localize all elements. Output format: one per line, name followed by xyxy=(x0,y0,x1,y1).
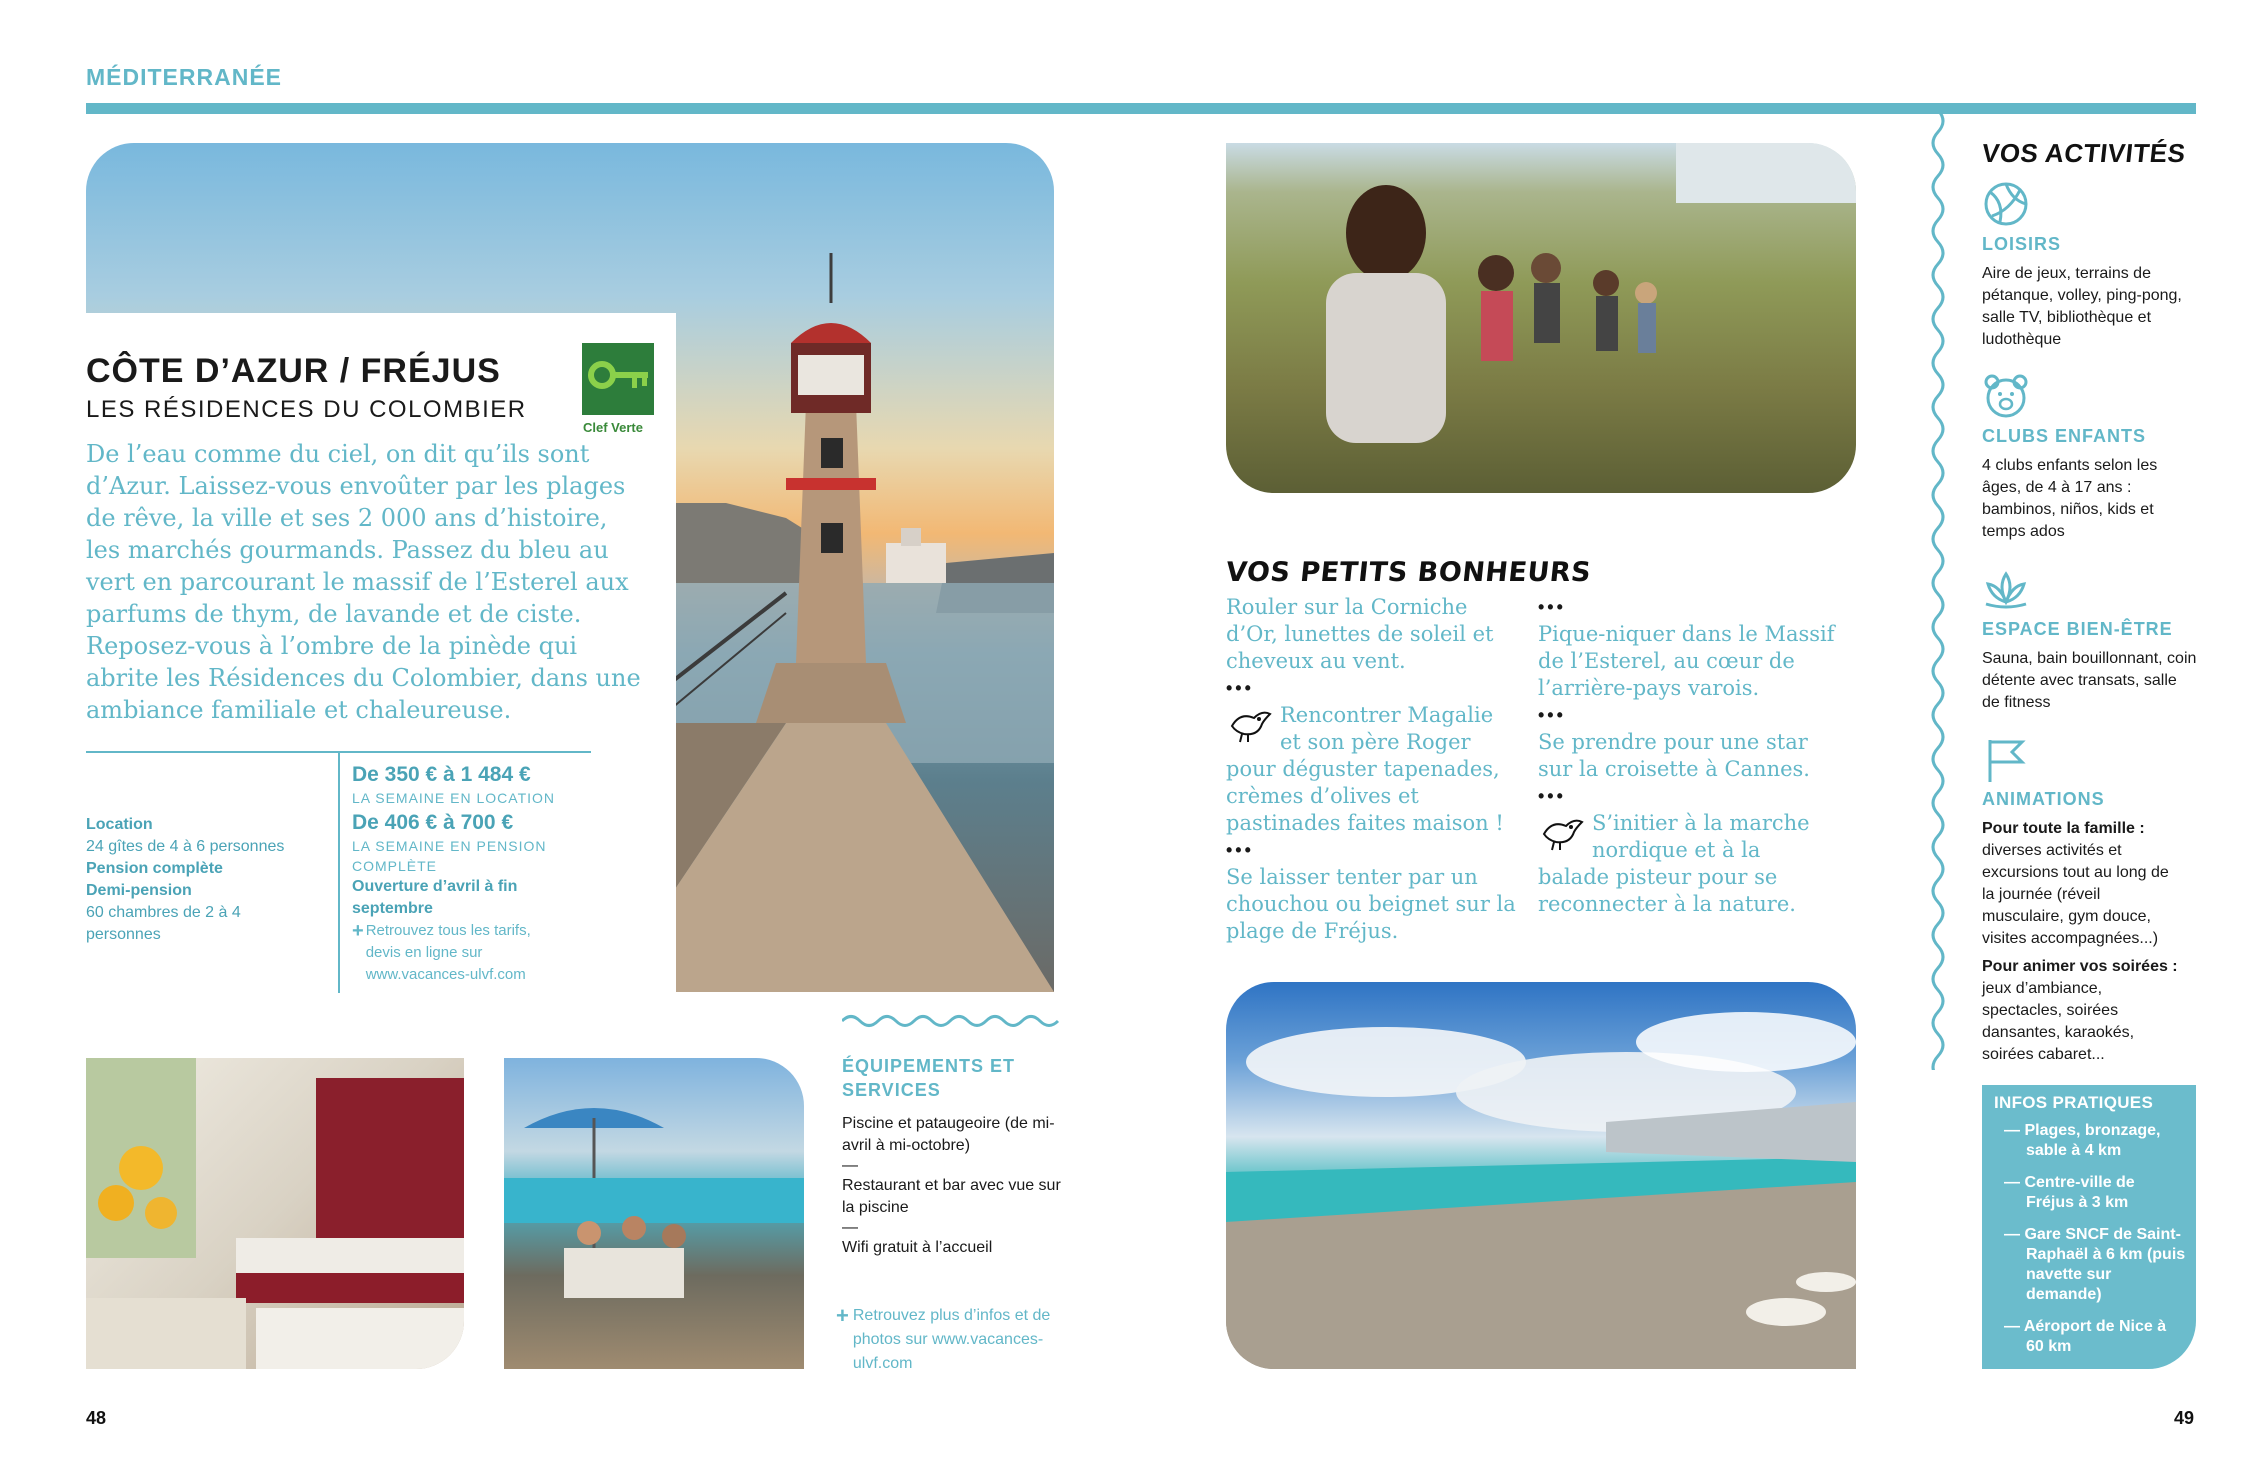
infos-link-text: Retrouvez plus d’infos et de photos sur www.vacances-ulvf.com xyxy=(852,1307,1051,1372)
bien-etre-text: Sauna, bain bouillonnant, coin détente avec transats, salle de fitness xyxy=(1982,650,2197,711)
separator: — xyxy=(842,1157,858,1174)
info-item: — Centre-ville de Fréjus à 3 km xyxy=(2004,1174,2135,1211)
bonheur-item: Se laisser tenter par un chouchou ou beignet sur la plage de Fréjus. xyxy=(1226,865,1516,943)
plus-icon: + xyxy=(836,1303,849,1328)
info-item: — Gare SNCF de Saint-Raphaël à 6 km (puis navette sur demande) xyxy=(2004,1226,2186,1303)
equipements-title: ÉQUIPEMENTS ET SERVICES xyxy=(842,1056,1016,1100)
hikers-photo xyxy=(1226,143,1856,493)
infos-link[interactable] xyxy=(836,1304,1086,1376)
bedroom-photo xyxy=(86,1058,464,1369)
location-label: Location xyxy=(86,816,153,833)
price-full-board: De 406 € à 700 € xyxy=(352,811,514,834)
dots-separator: ••• xyxy=(1538,786,1566,806)
intro-text: De l’eau comme du ciel, on dit qu’ils sont d’Azur. Laissez-vous envoûter par les plages de rêve, la ville et ses 2 000 ans d’histoire, les marchés gourmands. Passez du bleu au vert en parcourant le massif de l’Esterel aux parfums de thym, de lavande et de ciste. Reposez-vous à l’ombre de la pinède qui abrite les Résidences du Colombier, dans une ambiance familiale et chaleureuse. xyxy=(86,440,641,724)
infos-pratiques-box xyxy=(1982,1085,2196,1369)
clubs-heading: CLUBS ENFANTS xyxy=(1982,426,2147,446)
pension-label: Pension complète xyxy=(86,860,223,877)
petits-bonheurs-col-1 xyxy=(1226,594,1516,945)
info-item: — Aéroport de Nice à 60 km xyxy=(2004,1318,2167,1355)
header-rule xyxy=(86,103,2196,114)
teddy-bear-icon xyxy=(1982,372,2030,420)
bonheur-item: Pique-niquer dans le Massif de l’Esterel, au cœur de l’arrière-pays varois. xyxy=(1538,622,1835,700)
dots-separator: ••• xyxy=(1226,840,1254,860)
separator: — xyxy=(842,1219,858,1236)
animations-text xyxy=(1982,818,2197,1066)
vertical-wave-divider xyxy=(1926,110,1950,1070)
price-rental-note: LA SEMAINE EN LOCATION xyxy=(352,790,556,806)
dots-separator: ••• xyxy=(1538,705,1566,725)
page-subtitle: LES RÉSIDENCES DU COLOMBIER xyxy=(86,396,527,423)
bonheur-item: S’initier à la marche nordique et à la balade pisteur pour se reconnecter à la nature. xyxy=(1538,811,1810,916)
dots-separator: ••• xyxy=(1226,678,1254,698)
info-item: — Plages, bronzage, sable à 4 km xyxy=(2004,1122,2161,1159)
location-detail: 24 gîtes de 4 à 6 personnes xyxy=(86,838,285,855)
section-title: MÉDITERRANÉE xyxy=(86,64,283,90)
equipement-item: Piscine et pataugeoire (de mi-avril à mi-octobre) xyxy=(842,1115,1055,1154)
clef-verte-label: Clef Verte xyxy=(583,420,643,435)
accommodation-info xyxy=(86,814,336,946)
infos-pratiques-title: INFOS PRATIQUES xyxy=(1994,1093,2154,1112)
animations-soirees-text: jeux d’ambiance, spectacles, soirées dansantes, karaokés, soirées cabaret... xyxy=(1982,980,2135,1063)
bird-icon xyxy=(1226,702,1276,744)
animations-soirees-label: Pour animer vos soirées : xyxy=(1982,958,2178,975)
wave-divider xyxy=(842,1012,1060,1030)
bird-icon xyxy=(1538,810,1588,852)
flag-icon xyxy=(1982,736,2030,784)
activites-title: VOS ACTIVITÉS xyxy=(1980,138,2188,168)
page-number-left: 48 xyxy=(86,1408,107,1428)
clef-verte-logo xyxy=(582,343,654,415)
price-column xyxy=(352,762,592,986)
tarifs-link[interactable] xyxy=(352,920,582,986)
plus-icon: + xyxy=(352,920,364,942)
volleyball-icon xyxy=(1982,180,2030,228)
lotus-icon xyxy=(1982,566,2030,614)
equipements-list xyxy=(842,1113,1062,1259)
equipement-item: Wifi gratuit à l’accueil xyxy=(842,1239,993,1256)
petits-bonheurs-title: VOS PETITS BONHEURS xyxy=(1224,557,1593,588)
loisirs-text: Aire de jeux, terrains de pétanque, volley, ping-pong, salle TV, bibliothèque et ludothèque xyxy=(1982,265,2182,348)
demi-pension-detail: 60 chambres de 2 à 4 personnes xyxy=(86,904,241,943)
bien-etre-heading: ESPACE BIEN-ÊTRE xyxy=(1982,619,2173,639)
dots-separator: ••• xyxy=(1538,597,1566,617)
petits-bonheurs-col-2 xyxy=(1538,594,1838,918)
demi-pension-label: Demi-pension xyxy=(86,882,192,899)
page-title: CÔTE D’AZUR / FRÉJUS xyxy=(86,352,501,390)
pool-photo xyxy=(504,1058,804,1369)
price-rental: De 350 € à 1 484 € xyxy=(352,763,531,786)
animations-famille-text: diverses activités et excursions tout au long de la journée (réveil musculaire, gym douce, visites accompagnées...) xyxy=(1982,842,2169,947)
divider xyxy=(338,753,340,993)
bonheur-item: Rouler sur la Corniche d’Or, lunettes de soleil et cheveux au vent. xyxy=(1226,595,1494,673)
bonheur-item: Se prendre pour une star sur la croisette à Cannes. xyxy=(1538,730,1810,781)
bonheur-item: Rencontrer Magalie et son père Roger pour déguster tapenades, crèmes d’olives et pastinades faites maison ! xyxy=(1226,703,1504,835)
animations-famille-label: Pour toute la famille : xyxy=(1982,820,2145,837)
bonheur-item-wrap xyxy=(1538,810,1838,918)
beach-photo xyxy=(1226,982,1856,1369)
animations-heading: ANIMATIONS xyxy=(1982,789,2105,809)
bonheur-item-wrap xyxy=(1226,702,1516,837)
page-number-right: 49 xyxy=(2174,1408,2195,1428)
equipement-item: Restaurant et bar avec vue sur la piscine xyxy=(842,1177,1061,1216)
price-full-board-note: LA SEMAINE EN PENSION COMPLÈTE xyxy=(352,838,547,874)
tarifs-link-text: Retrouvez tous les tarifs, devis en ligne sur www.vacances-ulvf.com xyxy=(365,922,531,983)
loisirs-heading: LOISIRS xyxy=(1982,234,2062,254)
clubs-text: 4 clubs enfants selon les âges, de 4 à 17 ans : bambinos, niños, kids et temps ados xyxy=(1982,457,2158,540)
opening-dates: Ouverture d’avril à fin septembre xyxy=(352,878,518,917)
